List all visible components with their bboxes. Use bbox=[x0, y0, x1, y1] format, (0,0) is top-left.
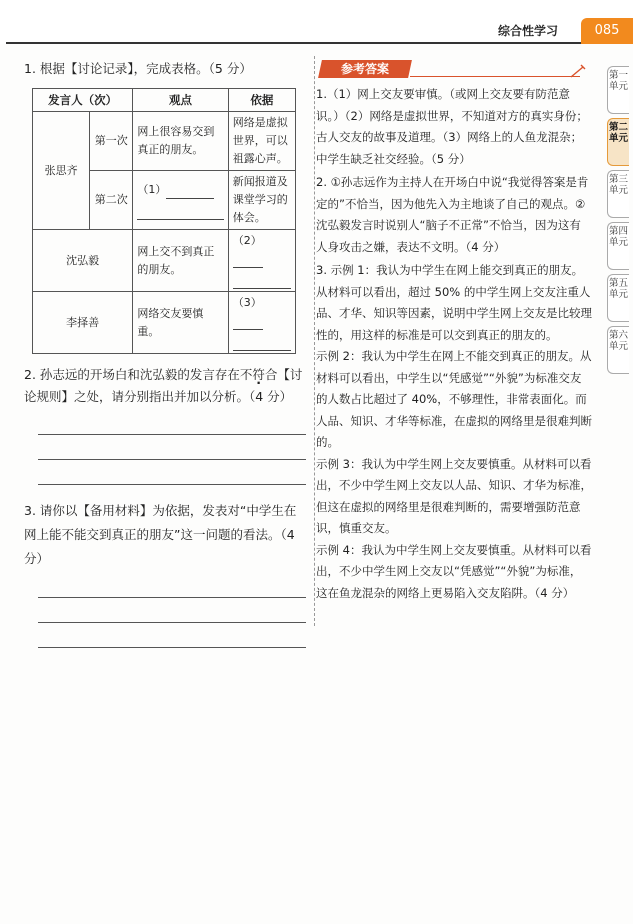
answer-3-example-2: 示例 2：我认为中学生在网上不能交到真正的朋友。从材料可以看出，中学生以“凭感觉”“外貌”为标准交友的人数占比超过了 40%，不够理性，非常表面化。而人品、知识、才华等标准，在虚拟的网络里是很难判断的。 bbox=[316, 349, 592, 449]
blank-3-line[interactable] bbox=[233, 334, 291, 351]
cell-basis-1: 网络是虚拟世界，可以祖露心声。 bbox=[228, 112, 295, 171]
blank-2-line[interactable] bbox=[233, 272, 291, 289]
answers-column bbox=[316, 84, 592, 604]
cell-view-4: 网络交友要慎重。 bbox=[133, 292, 228, 354]
blank-2-label: （2） bbox=[232, 234, 262, 247]
answer-2: 2. ①孙志远作为主持人在开场白中说“我觉得答案是肯定的”不恰当，因为他先入为主地谈了自己的观点。②沈弘毅发言时说别人“脑子不正常”不恰当，因为这有人身攻击之嫌，表达不文明。（4 分） bbox=[316, 175, 589, 254]
blank-1-field[interactable] bbox=[166, 186, 214, 199]
question-2 bbox=[24, 364, 306, 408]
unit-tab-5[interactable]: 第五单元 bbox=[607, 274, 629, 322]
unit-tab-3[interactable]: 第三单元 bbox=[607, 170, 629, 218]
cell-view-1: 网上很容易交到真正的朋友。 bbox=[133, 112, 228, 171]
cell-view-2 bbox=[133, 171, 228, 230]
header-bar bbox=[0, 0, 633, 44]
cell-basis-2: 新闻报道及课堂学习的体会。 bbox=[228, 171, 295, 230]
unit-tab-2[interactable]: 第二单元 bbox=[607, 118, 629, 166]
header-title: 综合性学习 bbox=[498, 24, 559, 38]
answer-3-example-1: 3. 示例 1：我认为中学生在网上能交到真正的朋友。从材料可以看出，超过 50% 的中学生网上交友注重人品、才华、知识等因素，说明中学生网上交友是比较理性的，用这样的标准是可以交到真正的朋友的。 bbox=[316, 263, 592, 342]
question-2-part-b: 【讨论规则】之处，请分别指出并加以分析。（4 分） bbox=[24, 367, 303, 404]
answers-rule bbox=[410, 76, 580, 77]
table-header-speaker: 发言人（次） bbox=[33, 89, 133, 112]
blank-1-label: （1） bbox=[137, 182, 167, 196]
unit-tabs bbox=[607, 66, 633, 378]
question-1: 1. 根据【讨论记录】，完成表格。（5 分） bbox=[24, 61, 252, 76]
page-number: 085 bbox=[581, 18, 633, 44]
blank-3-field[interactable] bbox=[233, 317, 263, 330]
questions-column bbox=[24, 58, 306, 648]
header-rule bbox=[6, 42, 581, 44]
blank-2-field[interactable] bbox=[233, 255, 263, 268]
answer-3-example-4: 示例 4：我认为中学生网上交友要慎重。从材料可以看出，不少中学生网上交友以“凭感觉”“外貌”为标准，这在鱼龙混杂的网络上更易陷入交友陷阱。（4 分） bbox=[316, 542, 592, 600]
question-2-emphasis: 不符合 bbox=[239, 367, 278, 382]
blank-1-line[interactable] bbox=[137, 203, 223, 220]
question-3-answer-area[interactable] bbox=[38, 575, 306, 648]
blank-3-label: （3） bbox=[232, 296, 262, 309]
answers-banner-label: 参考答案 bbox=[340, 62, 389, 76]
answer-line[interactable] bbox=[38, 437, 306, 460]
round-second: 第二次 bbox=[90, 171, 133, 230]
answer-line[interactable] bbox=[38, 625, 306, 648]
cell-basis-3 bbox=[228, 230, 295, 292]
answer-1: 1.（1）网上交友要审慎。（或网上交友要有防范意识。）（2）网络是虚拟世界，不知道对方的真实身份；古人交友的故事及道理。（3）网络上的人鱼龙混杂；中学生缺乏社交经验。（5 分） bbox=[316, 87, 588, 166]
speaker-shen: 沈弘毅 bbox=[33, 230, 133, 292]
speaker-li: 李择善 bbox=[33, 292, 133, 354]
answer-line[interactable] bbox=[38, 600, 306, 623]
question-2-part-a: 2. 孙志远的开场白和沈弘毅的发言存在 bbox=[24, 367, 240, 382]
question-3: 3. 请你以【备用材料】为依据，发表对“中学生在网上能不能交到真正的朋友”这一问题的看法。（4 分） bbox=[24, 503, 297, 566]
pen-icon bbox=[570, 64, 586, 78]
question-2-answer-area[interactable] bbox=[38, 412, 306, 485]
answer-line[interactable] bbox=[38, 575, 306, 598]
discussion-table bbox=[32, 88, 296, 354]
table-header-basis: 依据 bbox=[228, 89, 295, 112]
answer-line[interactable] bbox=[38, 412, 306, 435]
answers-banner bbox=[318, 60, 412, 78]
round-first: 第一次 bbox=[90, 112, 133, 171]
unit-tab-6[interactable]: 第六单元 bbox=[607, 326, 629, 374]
unit-tab-4[interactable]: 第四单元 bbox=[607, 222, 629, 270]
answer-line[interactable] bbox=[38, 462, 306, 485]
table-header-view: 观点 bbox=[133, 89, 228, 112]
cell-view-3: 网上交不到真正的朋友。 bbox=[133, 230, 228, 292]
unit-tab-1[interactable]: 第一单元 bbox=[607, 66, 629, 114]
answer-3-example-3: 示例 3：我认为中学生网上交友要慎重。从材料可以看出，不少中学生网上交友以人品、知识、才华为标准，但这在虚拟的网络里是很难判断的，需要增强防范意识，慎重交友。 bbox=[316, 456, 592, 535]
cell-basis-4 bbox=[228, 292, 295, 354]
speaker-zhang: 张思齐 bbox=[33, 112, 90, 230]
